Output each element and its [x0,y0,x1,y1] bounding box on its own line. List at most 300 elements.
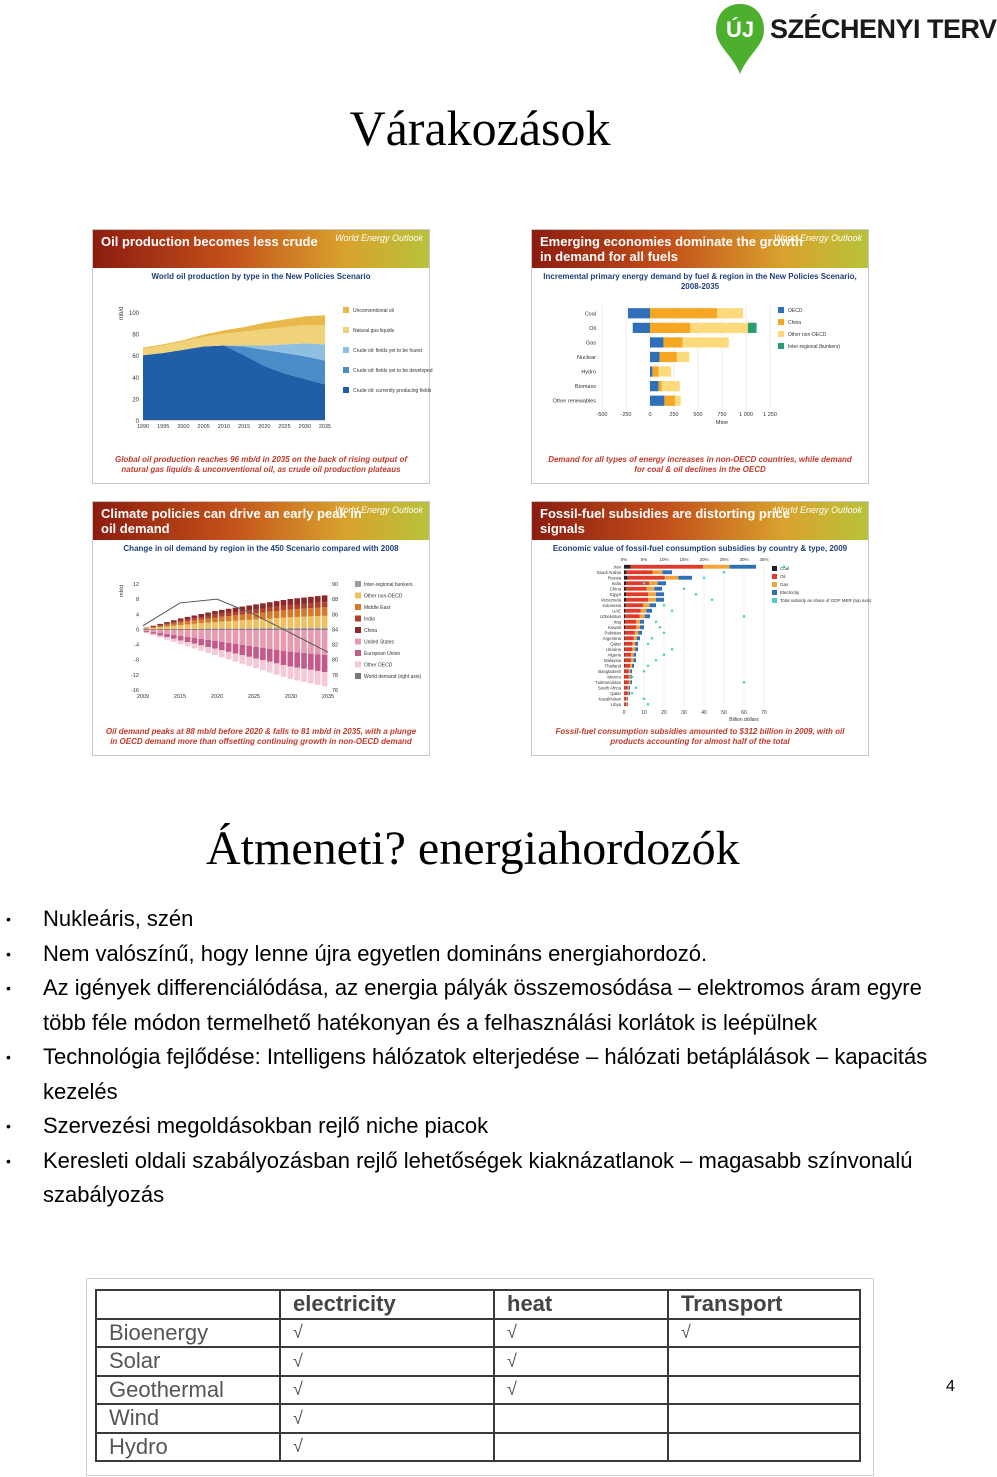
legend-swatch [355,673,361,679]
bar-segment [212,649,218,655]
bar-segment [640,614,645,618]
table-header-cell: electricity [280,1290,494,1319]
bar-segment [631,565,704,569]
bar-segment [301,617,307,628]
bar-segment [308,616,314,627]
bar-segment [301,653,307,669]
table-header-cell: Transport [668,1290,860,1319]
bar-segment [630,669,632,673]
bar-segment [226,609,232,613]
bar-segment [294,609,300,617]
bar-segment [185,621,191,624]
bar-segment [628,308,650,318]
bar-segment [192,638,198,644]
x-tick-label: 2010 [217,424,231,430]
bar-segment [240,629,246,644]
category-label: Biomass [574,384,596,391]
bar-segment [178,622,184,625]
gdp-share-point [659,626,662,629]
bar-segment [205,616,211,619]
uj-badge-icon [712,0,772,78]
bar-segment [219,614,225,617]
y-tick-label: 0 [135,419,139,425]
bar-segment [322,628,328,630]
bar-segment [626,702,627,706]
legend-label: Coal [780,566,790,571]
bar-segment [157,624,163,625]
category-label: Uzbekistan [599,613,621,619]
uj-badge-text: ÚJ [725,17,755,42]
x-tick-label: 2005 [197,424,210,430]
bullet-icon: • [6,980,11,996]
bar-segment [624,581,626,585]
bar-segment [683,337,729,347]
x-tick-label: -500 [596,412,608,418]
bar-segment [157,636,163,638]
table-header-cell: heat [494,1290,668,1319]
legend-label: Crude oil: currently producing fields [353,388,432,394]
bullet-item: • Az igények differenciálódása, az energia pályák összemosódása – elektromos áram egyre több féle módon termelhető hatékonyan és a felhasználási korlátok is leépülnek [0,971,955,1040]
bar-segment [240,655,246,664]
bar-segment [205,647,211,653]
energy-use-table-image [86,1278,874,1476]
bar-segment [650,381,659,391]
bar-segment [205,623,211,629]
bar-segment [246,614,252,620]
table-row [96,1319,860,1348]
page-number: 4 [946,1378,955,1395]
bar-segment [624,620,625,624]
bar-segment [658,581,666,585]
gdp-share-point [643,670,646,673]
legend-label: Other non-OECD [364,593,403,600]
x-tick-label: 2020 [210,694,224,700]
y2-tick-label: 78 [332,672,339,679]
bar-segment [157,625,163,626]
y2-tick-label: 76 [332,688,339,694]
bar-segment [267,608,273,612]
x-tick-label: 0 [622,710,626,716]
bar-segment [192,624,198,629]
bar-segment [198,614,204,617]
bar-segment [219,622,225,629]
bar-segment [656,592,664,596]
bar-segment [632,647,635,651]
bar-segment [192,629,198,638]
bar-segment [287,599,293,605]
bar-segment [212,615,218,618]
slide-title: Climate policies can drive an early peak in oil demand [101,506,362,536]
bullet-icon: • [6,1118,11,1134]
category-label: UAE [612,608,621,614]
category-label: Venezuela [600,597,621,603]
bar-segment [233,608,239,612]
bar-segment [157,633,163,635]
bar-segment [226,621,232,628]
bar-segment [171,620,177,622]
top-tick-label: 15% [679,557,689,562]
bar-segment [315,608,321,616]
y-tick-label: 40 [132,375,139,382]
bar-segment [301,604,307,609]
y-tick-label: -16 [131,688,139,694]
bar-segment [632,664,634,668]
legend-swatch [355,650,361,656]
bar-segment [646,609,652,613]
category-label: Indonesia [602,602,621,608]
gdp-share-point [631,692,634,695]
category-label: Bangladesh [598,668,621,674]
y-tick-label: 8 [135,597,139,604]
bar-segment [626,592,648,596]
check-icon: √ [494,1347,668,1376]
bar-segment [219,642,225,650]
x-tick-label: 2035 [321,694,335,700]
bar-segment [144,631,150,632]
bar-segment [281,606,287,610]
legend-label: Other non-OECD [788,332,827,338]
bar-segment [144,629,150,631]
bar-segment [267,602,273,607]
bar-segment [322,607,328,616]
bar-segment [650,366,652,376]
legend-swatch [355,639,361,645]
bar-segment [645,614,650,618]
bar-segment [219,617,225,622]
legend-swatch [355,627,361,633]
bar-segment [660,352,677,362]
bar-segment [246,646,252,657]
x-tick-label: 2025 [278,424,291,430]
bar-segment [226,629,232,642]
x-tick-label: 1 250 [763,412,777,418]
bar-segment [281,618,287,628]
bar-segment [260,629,266,647]
bar-segment [185,642,191,646]
bar-segment [150,629,156,632]
x-tick-label: 70 [761,710,767,716]
bar-segment [274,629,280,649]
bar-segment [192,615,198,618]
bar-segment [192,644,198,649]
x-tick-label: 30 [681,710,687,716]
legend-label: Crude oil: fields yet to be developed [353,368,433,374]
bar-segment [626,697,627,701]
bullet-item: • Keresleti oldali szabályozásban rejlő lehetőségek kiaknázatlanok – magasabb színvonalú szabályozás [0,1144,955,1213]
bar-segment [625,658,632,662]
bar-segment [624,598,626,602]
bar-segment [226,616,232,621]
bar-segment [198,619,204,623]
bar-segment [205,618,211,622]
x-tick-label: 60 [741,710,747,716]
top-tick-label: 35% [759,557,769,562]
category-label: Russia [607,575,621,581]
y2-tick-label: 82 [332,642,339,649]
category-label: Qatar [610,641,621,647]
bar-segment [315,671,321,685]
legend-swatch [778,343,784,349]
bar-segment [253,609,259,613]
weo-logo-text: World Energy Outlook [334,505,423,515]
bar-segment [625,647,633,651]
szechenyi-terv-logo [712,0,997,78]
gdp-share-point [651,637,654,640]
slide-emerging-economies [531,229,869,484]
legend-label: Crude oil: fields yet to be found [353,348,422,354]
y-tick-label: -12 [131,672,139,679]
category-label: Egypt [610,591,621,597]
legend-swatch [355,581,361,587]
legend-label: Gas [780,582,789,587]
bar-segment [624,702,626,706]
slide-subtitle: Change in oil demand by region in the 450 Scenario compared with 2008 [123,544,399,553]
bar-segment [625,653,632,657]
bar-segment [164,634,170,637]
bar-segment [633,323,650,333]
bullet-icon: • [6,1049,11,1065]
weo-logo-text: World Energy Outlook [773,233,862,243]
x-axis-label: Mtoe [715,420,729,426]
bar-segment [624,565,631,569]
bar-segment [315,628,321,630]
y2-tick-label: 88 [332,597,339,604]
legend-label: Total subsidy as share of GDP MER (top axis) [780,598,872,603]
bar-segment [205,640,211,647]
bar-segment [625,614,639,618]
gdp-share-point [711,598,714,601]
legend-label: India [364,616,375,623]
legend-label: Inter-regional (bunkers) [788,344,840,350]
bar-segment [624,658,625,662]
x-tick-label: 1990 [136,424,150,430]
bar-segment [246,605,252,610]
bar-segment [253,629,259,646]
bar-segment [625,620,636,624]
slide-footnote: Oil demand peaks at 88 mb/d before 2020 & falls to 81 mb/d in 2035, with a plunge in OECD demand more than offsetting continuing growth in non-OECD demand [105,727,417,746]
bar-segment [624,691,627,695]
bar-segment [631,653,633,657]
y2-tick-label: 90 [332,582,339,588]
check-icon: √ [280,1404,494,1433]
legend-label: Oil [780,574,786,579]
check-icon: √ [280,1376,494,1405]
bar-segment [205,629,211,640]
gdp-share-point [663,631,666,634]
bar-segment [634,636,637,640]
bar-segment [171,629,177,635]
bar-segment [205,613,211,616]
bar-segment [164,624,170,625]
bar-segment [157,627,163,629]
gdp-share-point [663,604,666,607]
bar-segment [308,597,314,604]
x-tick-label: 2000 [177,424,190,430]
bar-segment [287,605,293,610]
bar-segment [308,670,314,683]
x-tick-label: 10 [641,710,647,716]
legend-swatch [343,327,349,333]
bar-segment [678,576,692,580]
bar-segment [629,669,631,673]
gdp-share-point [647,642,650,645]
bar-segment [624,680,628,684]
category-label: Gas [585,340,596,347]
bar-segment [647,587,655,591]
bar-segment [624,669,628,673]
bar-segment [287,652,293,667]
table-cell: Solar [96,1347,280,1376]
bar-segment [178,629,184,636]
gdp-share-point [655,659,658,662]
bar-segment [624,631,625,635]
y2-tick-label: 84 [332,627,339,634]
category-label: Oil [589,325,596,332]
y-tick-label: 12 [132,582,139,588]
legend-swatch [355,604,361,610]
bar-segment [212,641,218,649]
bar-segment [253,647,259,659]
bar-segment [178,625,184,629]
bar-segment [287,617,293,628]
table-row [96,1376,860,1405]
table-header-row [96,1290,860,1319]
category-label: Kazakhstan [598,696,621,702]
gdp-share-point [671,648,674,651]
bar-segment [260,609,266,613]
gdp-share-point [635,686,638,689]
category-label: Thailand [604,663,621,669]
bar-segment [625,664,631,668]
x-tick-label: 2020 [258,424,271,430]
check-icon: √ [280,1347,494,1376]
slide-subtitle: World oil production by type in the New Policies Scenario [151,272,371,281]
bar-segment [274,601,280,607]
bar-segment [281,610,287,617]
table-cell [668,1433,860,1462]
slide-title: Oil production becomes less crude [101,234,318,249]
bar-segment [650,337,663,347]
bar-segment [301,609,307,617]
bar-segment [287,667,293,679]
category-label: Kuwait [608,624,621,630]
bar-segment [748,323,757,333]
x-tick-label: 750 [717,412,727,418]
x-tick-label: 50 [721,710,727,716]
bar-segment [636,625,640,629]
table-cell [668,1404,860,1433]
bar-segment [212,622,218,628]
bullet-list [0,902,960,1213]
bar-segment [192,620,198,623]
bar-segment [649,581,657,585]
bullet-item: • Szervezési megoldásokban rejlő niche piacok [0,1109,955,1144]
gdp-share-point [743,681,746,684]
bar-segment [650,396,664,406]
horizontal-bar-chart [532,230,868,483]
gdp-share-point [631,675,634,678]
bar-segment [650,352,660,362]
bar-segment [634,658,636,662]
bar-segment [637,636,640,640]
bar-segment [322,602,328,607]
bar-segment [233,621,239,629]
bar-segment [632,642,635,646]
bar-segment [150,634,156,635]
bar-segment [185,624,191,628]
bar-segment [662,570,672,574]
bar-segment [636,620,640,624]
bar-segment [315,629,321,654]
bar-segment [150,628,156,629]
legend-label: Natural gas liquids [353,328,395,334]
bar-segment [171,635,177,639]
y2-tick-label: 86 [332,612,339,619]
bar-segment [625,642,633,646]
y-tick-label: 0 [135,627,139,634]
legend-label: Other OECD [364,662,393,669]
legend-label: China [364,628,378,634]
legend-label: Unconventional oil [353,308,394,314]
bullet-icon: • [6,945,11,962]
bar-segment [624,675,628,679]
bullet-icon: • [6,911,11,927]
bar-segment [322,655,328,672]
bar-segment [294,605,300,610]
bar-segment [150,626,156,627]
bar-segment [178,618,184,620]
x-tick-label: 2030 [284,694,298,700]
bar-segment [294,668,300,681]
bar-segment [627,702,628,706]
bar-segment [233,644,239,654]
legend-swatch [772,566,777,571]
bar-segment [233,654,239,662]
weo-logo-text: World Energy Outlook [773,505,862,515]
bar-segment [625,636,634,640]
bar-segment [253,604,259,609]
x-tick-label: 40 [701,710,707,716]
legend-label: United States [364,639,395,646]
bar-segment [157,626,163,627]
bar-segment [624,576,627,580]
legend-label: Middle East [364,605,391,611]
bar-segment [308,654,314,670]
bar-segment [164,629,170,634]
bar-segment [233,629,239,643]
gdp-share-point [671,609,674,612]
legend-swatch [772,582,777,587]
bar-segment [640,625,644,629]
x-tick-label: 2015 [173,694,187,700]
y-tick-label: 60 [132,354,139,361]
legend-swatch [355,616,361,622]
weo-logo-text: World Energy Outlook [334,233,423,243]
legend-swatch [778,307,784,313]
bar-segment [246,629,252,645]
bar-segment [643,603,649,607]
bar-segment [233,612,239,615]
legend-swatch [343,387,349,393]
category-label: China [609,586,621,592]
slide-footnote: Fossil-fuel consumption subsidies amounted to $312 billion in 2009, with oil products accounting for almost half of the total [555,727,845,746]
bar-segment [185,617,191,620]
category-label: Pakistan [604,630,621,636]
top-tick-label: 25% [719,557,729,562]
bar-segment [253,619,259,628]
bar-segment [281,651,287,665]
category-label: Ukraine [606,646,621,652]
